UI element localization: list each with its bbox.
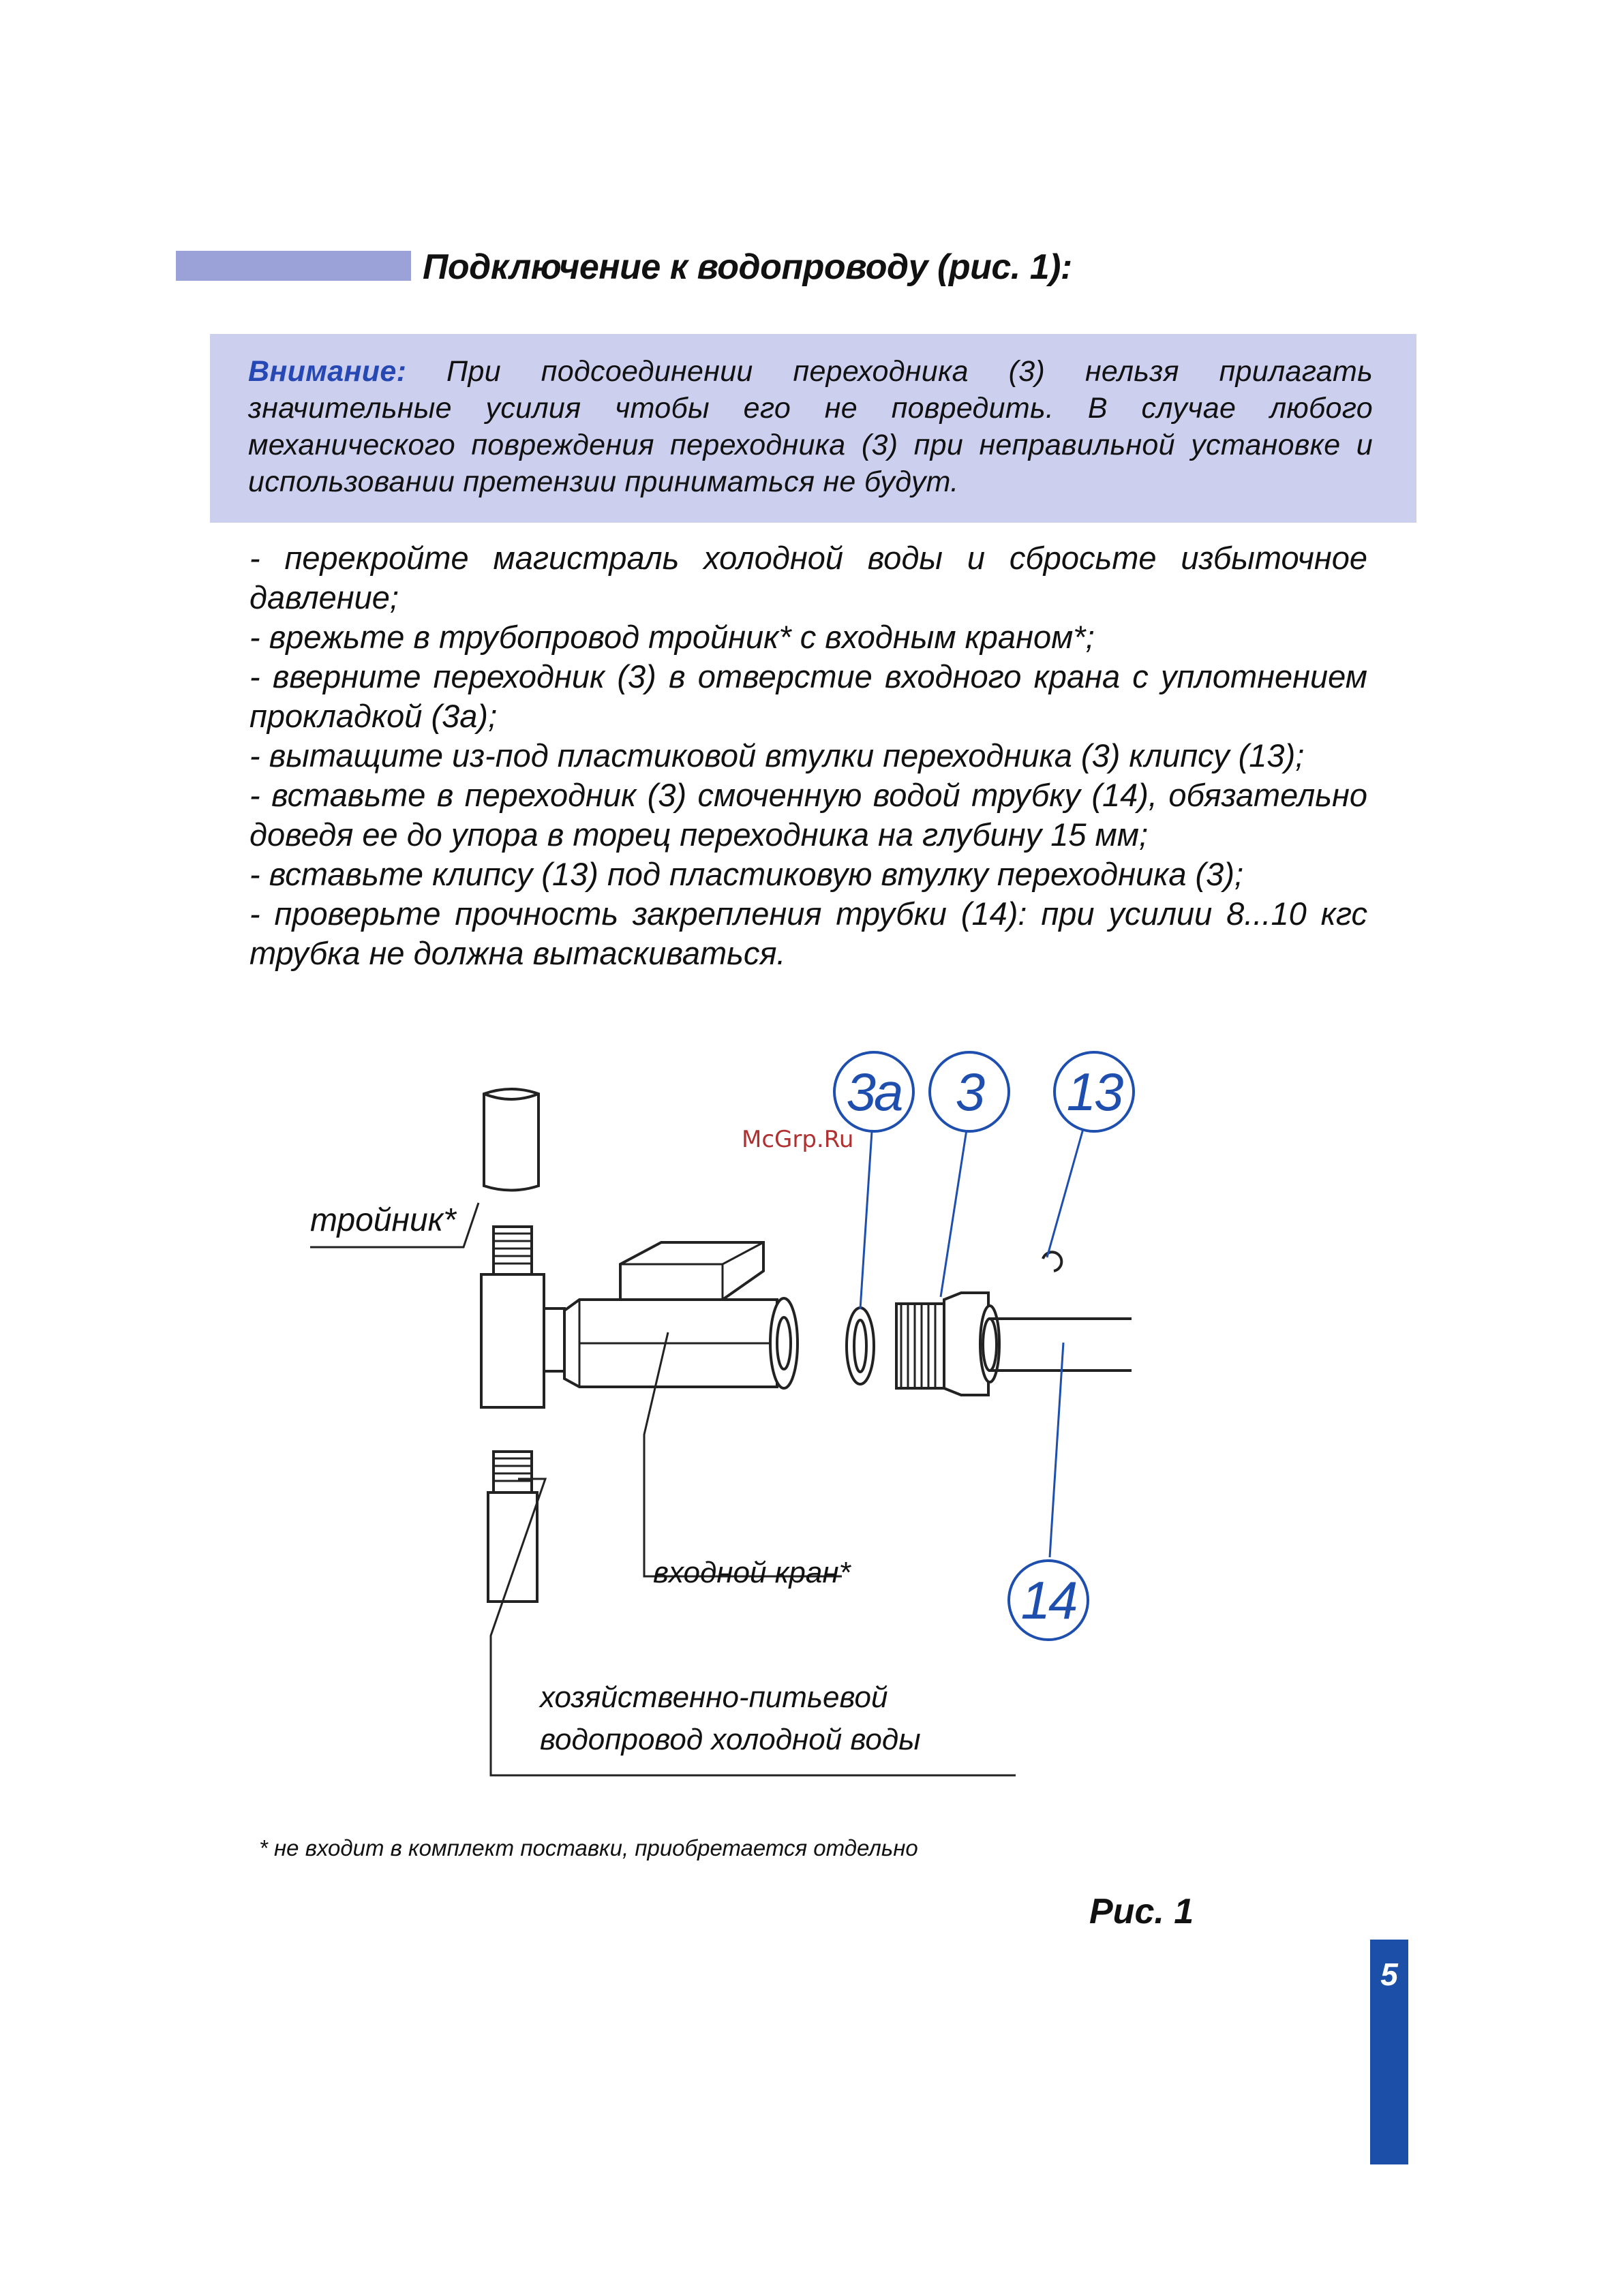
valve-handle — [620, 1242, 763, 1300]
instruction-step: - вверните переходник (3) в отверстие входного крана с уплотнением прокладкой (3а); — [249, 658, 1367, 734]
callout-13-leader — [1047, 1127, 1084, 1257]
warning-notice-box — [210, 334, 1416, 523]
water-main-label — [540, 1677, 921, 1761]
watermark: McGrp.Ru — [742, 1126, 854, 1153]
instruction-step: - проверьте прочность закрепления трубки (14): при усилии 8...10 кгс трубка не должна вытаскиваться. — [249, 896, 1367, 971]
tee-label: тройник* — [310, 1202, 456, 1238]
callout-3a: 3а — [833, 1051, 915, 1133]
tee-cap — [484, 1089, 539, 1191]
page-number-tab — [1370, 1940, 1408, 2164]
instruction-step: - вставьте в переходник (3) смоченную водой трубку (14), обязательно доведя ее до упора в торец переходника на глубину 15 мм; — [249, 777, 1367, 853]
gasket-3a — [847, 1308, 874, 1384]
callout-14-leader — [1050, 1343, 1063, 1557]
instruction-step: - вставьте клипсу (13) под пластиковую втулку переходника (3); — [249, 856, 1244, 892]
warning-notice-text — [248, 353, 1373, 500]
callout-3-leader — [941, 1121, 968, 1297]
figure-caption: Рис. 1 — [1089, 1892, 1194, 1931]
tube-14 — [983, 1319, 1132, 1371]
warning-label: Внимание: — [248, 355, 407, 388]
inlet-valve-body — [564, 1298, 798, 1388]
warning-body: При подсоединении переходника (3) нельзя прилагать значительные усилия чтобы его не повредить. В случае любого механического повреждения переходника (3) при неправильной установке и использовании претензии приниматься не будут. — [248, 355, 1373, 498]
instruction-list — [249, 538, 1367, 973]
water-main-label-line1: хозяйственно-питьевой — [540, 1681, 888, 1714]
page-number: 5 — [1380, 1957, 1398, 1992]
tee-body — [481, 1274, 564, 1407]
callout-13: 13 — [1053, 1051, 1135, 1133]
callout-3: 3 — [928, 1051, 1010, 1133]
water-main-label-line2: водопровод холодной воды — [540, 1723, 921, 1756]
callout-14: 14 — [1007, 1559, 1089, 1641]
instruction-step: - перекройте магистраль холодной воды и сбросьте избыточное давление; — [249, 540, 1367, 615]
inlet-valve-label: входной кран* — [653, 1556, 851, 1589]
callout-3a-leader — [860, 1121, 873, 1309]
instruction-step: - вытащите из-под пластиковой втулки переходника (3) клипсу (13); — [249, 737, 1305, 774]
clip-13 — [1043, 1252, 1061, 1271]
section-title: Подключение к водопроводу (рис. 1): — [423, 247, 1072, 287]
instruction-step: - врежьте в трубопровод тройник* с входным краном*; — [249, 619, 1095, 655]
heading-accent-bar — [176, 251, 411, 281]
footnote: * не входит в комплект поставки, приобретается отдельно — [259, 1835, 918, 1861]
tee-upper-thread — [494, 1227, 532, 1274]
